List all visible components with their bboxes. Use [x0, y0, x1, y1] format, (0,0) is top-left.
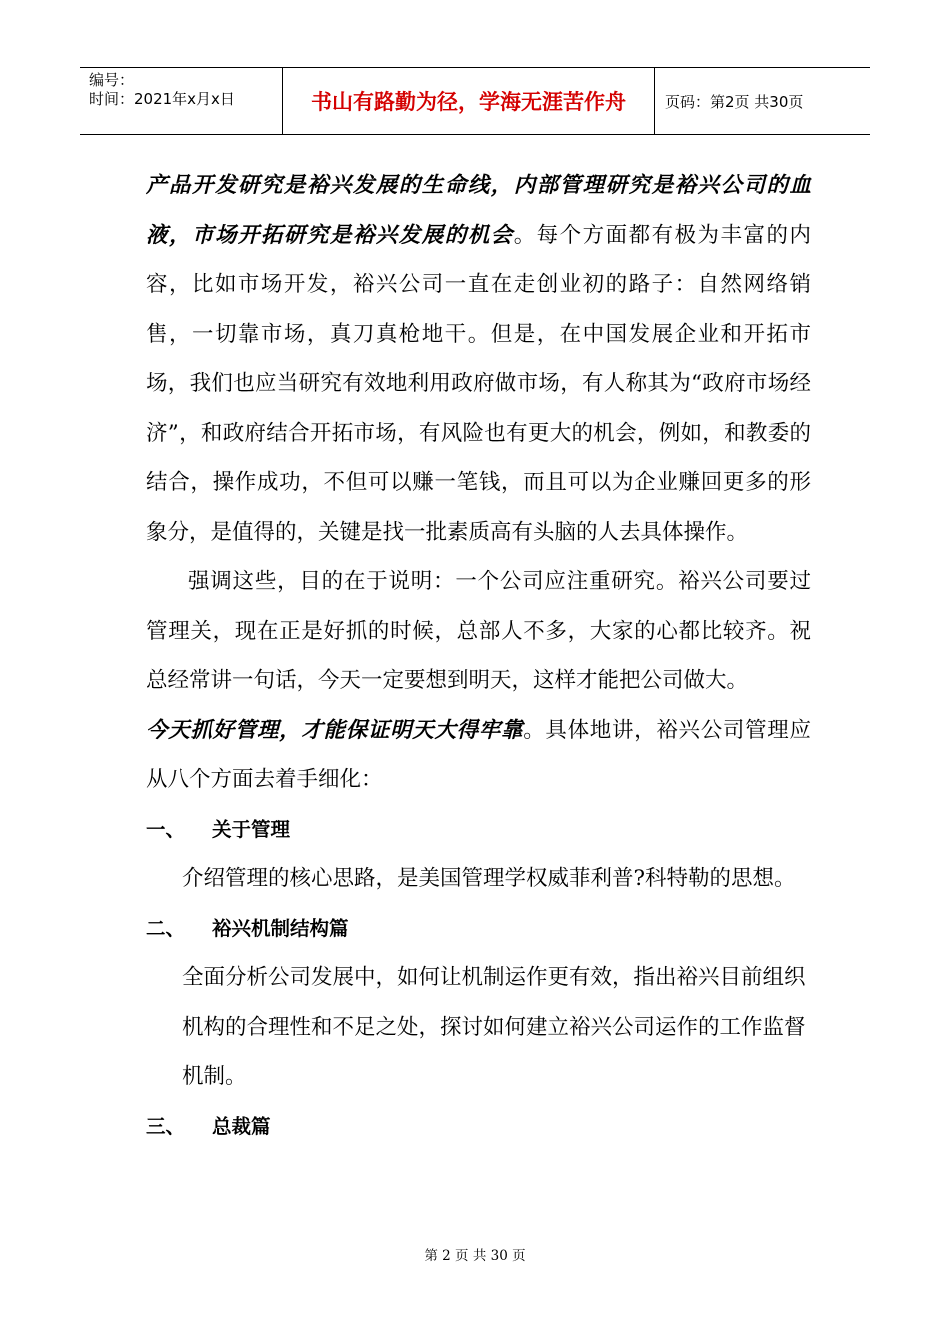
- paragraph-2: 强调这些，目的在于说明：一个公司应注重研究。裕兴公司要过管理关，现在正是好抓的时候，总部人不多，大家的心都比较齐。祝总经常讲一句话，今天一定要想到明天，这样才能把公司做大。: [146, 569, 811, 693]
- document-body: [146, 161, 811, 1151]
- header-motto: 书山有路勤为径，学海无涯苦作舟: [311, 90, 626, 114]
- document-header: [80, 67, 870, 135]
- header-date-label: 时间：2021年x月x日: [89, 90, 235, 108]
- paragraph-3-text: 。具体地讲，裕兴公司管理应从八个方面去着手细化：: [146, 717, 811, 792]
- section-heading-3: [146, 1102, 811, 1152]
- page-footer: 第 2 页 共 30 页: [424, 1248, 526, 1264]
- header-meta-cell: [80, 68, 283, 134]
- paragraph-3: [146, 706, 811, 805]
- paragraph-1-emphasis: 产品开发研究是裕兴发展的生命线，内部管理研究是裕兴公司的血液，市场开拓研究是裕兴发展的机会: [146, 173, 811, 248]
- section-title: 总裁篇: [212, 1114, 271, 1138]
- paragraph-1: [146, 161, 811, 557]
- section-heading-2: [146, 904, 811, 954]
- header-number-label: 编号：: [89, 71, 135, 89]
- header-page-info: 页码：第2页 共30页: [665, 92, 804, 111]
- section-text-2: 全面分析公司发展中，如何让机制运作更有效，指出裕兴目前组织机构的合理性和不足之处，探讨如何建立裕兴公司运作的工作监督机制。: [182, 965, 806, 1089]
- paragraph-3-emphasis: 今天抓好管理，才能保证明天大得牢靠: [146, 717, 524, 743]
- section-text-1: 介绍管理的核心思路，是美国管理学权威菲利普?科特勒的思想。: [182, 866, 796, 891]
- header-page-cell: [655, 68, 870, 134]
- header-motto-cell: [283, 68, 655, 134]
- section-title: 裕兴机制结构篇: [212, 916, 349, 940]
- paragraph-1-text: 。每个方面都有极为丰富的内容，比如市场开发，裕兴公司一直在走创业初的路子：自然网络销售，一切靠市场，真刀真枪地干。但是，在中国发展企业和开拓市场，我们也应当研究有效地利用政府做市场，有人称其为“政府市场经济”，和政府结合开拓市场，有风险也有更大的机会，例如，和教委的结合，操作成功，不但可以赚一笔钱，而且可以为企业赚回更多的形象分，是值得的，关键是找一批素质高有头脑的人去具体操作。: [146, 222, 811, 545]
- section-title: 关于管理: [212, 817, 291, 841]
- section-number: 二、: [146, 916, 186, 940]
- section-heading-1: [146, 805, 811, 855]
- section-number: 三、: [146, 1114, 186, 1138]
- section-number: 一、: [146, 817, 186, 841]
